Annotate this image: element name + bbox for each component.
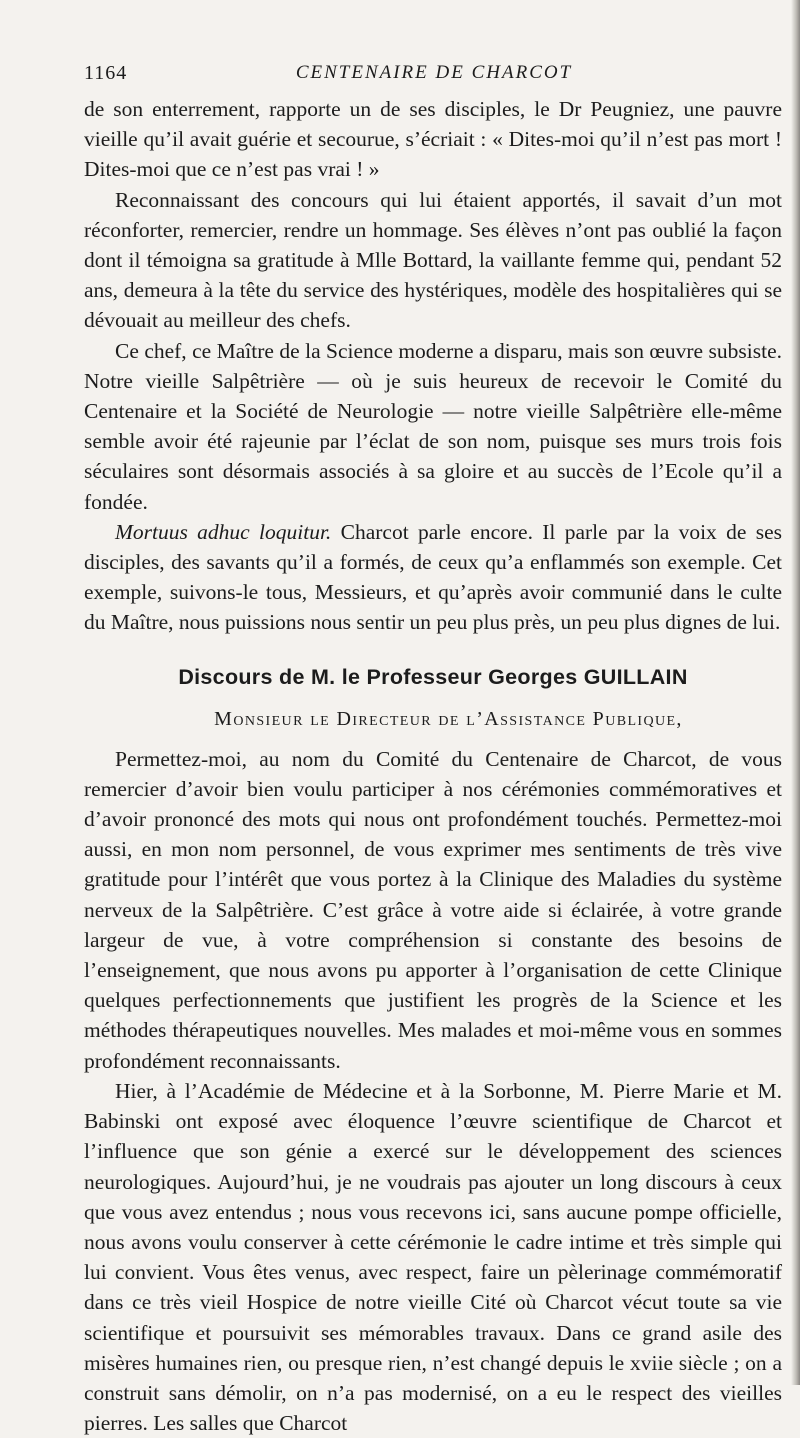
- paragraph-continuation: de son enterrement, rapporte un de ses disciples, le Dr Peugniez, une pauvre vieille qu’il avait guérie et secourue, s’écriait : « Dites-moi qu’il n’est pas mort ! Dites-moi que ce n’est pas vrai ! »: [84, 97, 782, 182]
- page-edge-shadow: [791, 0, 800, 1385]
- page-header: [84, 58, 784, 88]
- speech-paragraph-pilgrimage: Hier, à l’Académie de Médecine et à la Sorbonne, M. Pierre Marie et M. Babinski ont exposé avec éloquence l’œuvre scientifique de Charcot et l’influence que son génie a exercé sur le développement des sciences neurologiques. Aujourd’hui, je ne voudrais pas ajouter un long discours à ceux que vous avez entendus ; nous vous recevons ici, sans aucune pompe officielle, nous avons voulu conserver à cette cérémonie le cadre intime et très simple qui lui convient. Vous êtes venus, avec respect, faire un pèlerinage commémoratif dans ce très vieil Hospice de notre vieille Cité où Charcot vécut toute sa vie scientifique et poursuivit ses mémorables travaux. Dans ce grand asile des misères humaines rien, ou presque rien, n’est changé depuis le xviie siècle ; on a construit sans démolir, on n’a pas modernisé, on a eu le respect des vieilles pierres. Les salles que Charcot: [84, 1078, 782, 1436]
- paragraph-closing: [84, 517, 782, 638]
- closing-text: Charcot parle encore. Il parle par la voix de ses disciples, des savants qu’il a formés, de ceux qu’a enflammés son exemple. Cet exemple, suivons-le tous, Messieurs, et qu’après avoir communié dans le culte du Maître, nous puissions nous sentir un peu plus près, un peu plus dignes de lui.: [84, 519, 782, 635]
- page-number: 1164: [84, 62, 128, 84]
- speech-heading: Discours de M. le Professeur Georges GUILLAIN: [178, 664, 688, 689]
- speech-salutation: Monsieur le Directeur de l’Assistance Publique,: [214, 707, 683, 730]
- latin-phrase: Mortuus adhuc loquitur.: [115, 519, 332, 544]
- speech-paragraph-thanks: Permettez-moi, au nom du Comité du Centenaire de Charcot, de vous remercier d’avoir bien voulu participer à nos cérémonies commémoratives et d’avoir prononcé des mots qui nous ont profondément touchés. Permettez-moi aussi, en mon nom personnel, de vous exprimer mes sentiments de très vive gratitude pour l’intérêt que vous portez à la Clinique des Maladies du système nerveux de la Salpêtrière. C’est grâce à votre aide si éclairée, à votre grande largeur de vue, à votre compréhension si constante des besoins de l’enseignement, que nous avons pu apporter à l’organisation de cette Clinique quelques perfectionnements que justifient les progrès de la Science et les méthodes thérapeutiques nouvelles. Mes malades et moi-même vous en sommes profondément reconnaissants.: [84, 746, 782, 1073]
- paragraph-gratitude: Reconnaissant des concours qui lui étaient apportés, il savait d’un mot réconforter, remercier, rendre un hommage. Ses élèves n’ont pas oublié la façon dont il témoigna sa gratitude à Mlle Bottard, la vaillante femme qui, pendant 52 ans, demeura à la tête du service des hystériques, modèle des hospitalières qui se dévouait au meilleur des chefs.: [84, 187, 782, 333]
- paragraph-legacy: Ce chef, ce Maître de la Science moderne a disparu, mais son œuvre subsiste. Notre vieille Salpêtrière — où je suis heureux de recevoir le Comité du Centenaire et la Société de Neurologie — notre vieille Salpêtrière elle-même semble avoir été rajeunie par l’éclat de son nom, puisque ses murs trois fois séculaires sont désormais associés à sa gloire et au succès de l’Ecole qu’il a fondée.: [84, 338, 782, 514]
- body-text: [84, 94, 782, 1438]
- running-title: CENTENAIRE DE CHARCOT: [295, 62, 573, 83]
